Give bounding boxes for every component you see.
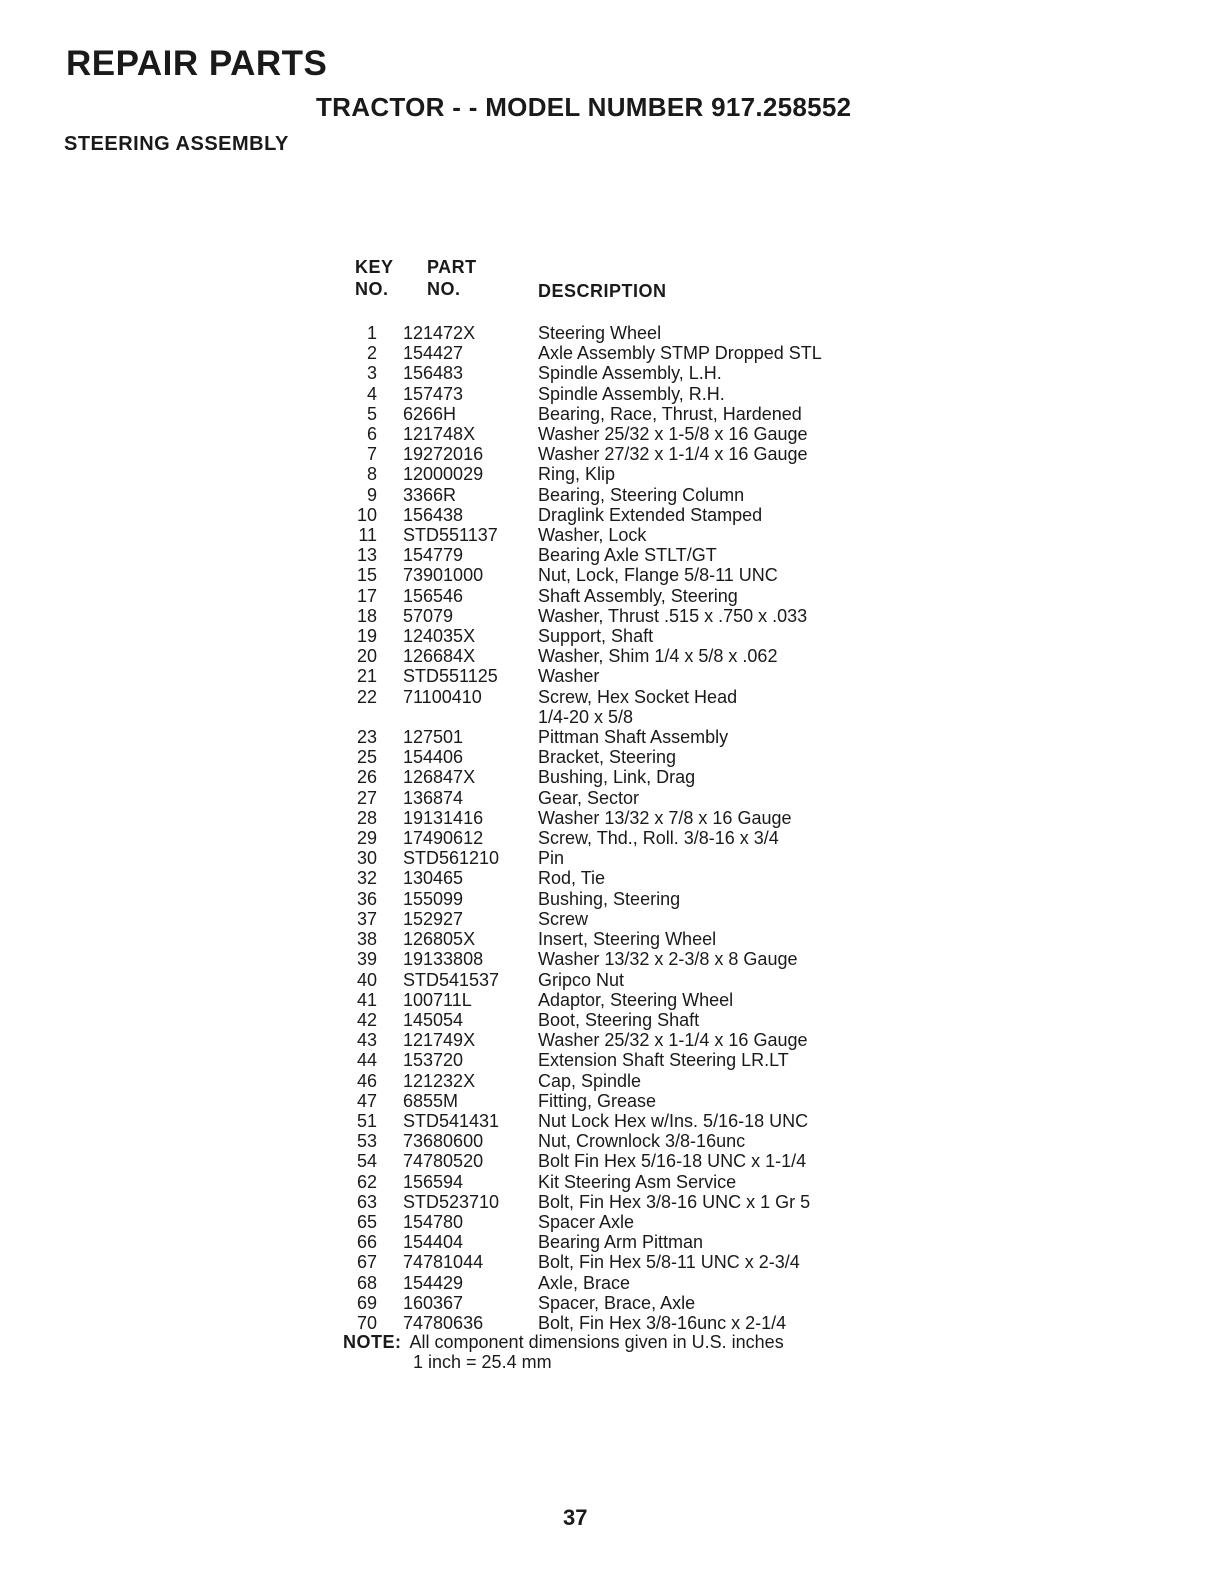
- table-row: [355, 990, 822, 1010]
- part-number: 153720: [403, 1050, 464, 1071]
- part-number: 154429: [403, 1272, 464, 1293]
- table-row: [355, 808, 822, 828]
- key-number: 65: [356, 1211, 377, 1232]
- note-line2: 1 inch = 25.4 mm: [413, 1352, 552, 1372]
- part-number: 156483: [403, 363, 464, 384]
- table-row: [355, 848, 822, 868]
- table-row: [355, 727, 822, 747]
- column-header-part: PART: [427, 257, 477, 277]
- part-description: Spacer Axle: [538, 1211, 635, 1232]
- table-row: [355, 1010, 822, 1030]
- key-number: 2: [366, 343, 377, 364]
- key-number: 70: [356, 1312, 377, 1333]
- table-row: [355, 1111, 822, 1131]
- part-number: 57079: [403, 605, 454, 626]
- part-description: Washer, Thrust .515 x .750 x .033: [538, 605, 808, 626]
- part-number: 157473: [403, 383, 464, 404]
- key-number: 29: [356, 828, 377, 849]
- table-row: [355, 687, 822, 727]
- part-description: Washer, Shim 1/4 x 5/8 x .062: [538, 646, 778, 667]
- part-number: 71100410: [403, 686, 482, 707]
- part-number: 121232X: [403, 1070, 476, 1091]
- table-row: [355, 1071, 822, 1091]
- part-description: Pittman Shaft Assembly: [538, 727, 729, 748]
- part-number: 136874: [403, 787, 464, 808]
- table-row: [355, 1131, 822, 1151]
- key-number: 44: [356, 1050, 377, 1071]
- table-row: [355, 868, 822, 888]
- part-description: Washer, Lock: [538, 525, 647, 546]
- table-row: [355, 747, 822, 767]
- table-row: [355, 949, 822, 969]
- part-description: Bearing, Steering Column: [538, 484, 745, 505]
- table-row: [355, 929, 822, 949]
- part-number: 126684X: [403, 646, 476, 667]
- note-label: NOTE:: [343, 1332, 402, 1352]
- key-number: 37: [356, 908, 377, 929]
- key-number: 53: [356, 1131, 377, 1152]
- table-row: [355, 545, 822, 565]
- part-description: Bearing Axle STLT/GT: [538, 545, 717, 566]
- part-number: 73680600: [403, 1131, 484, 1152]
- part-description: Spindle Assembly, R.H.: [538, 383, 725, 404]
- key-number: 17: [356, 585, 377, 606]
- part-description: Bearing Arm Pittman: [538, 1232, 704, 1253]
- part-number: 19133808: [403, 949, 484, 970]
- table-row: [355, 1192, 822, 1212]
- part-description: Washer 25/32 x 1-1/4 x 16 Gauge: [538, 1030, 808, 1051]
- table-row: [355, 1050, 822, 1070]
- part-description: Bushing, Steering: [538, 888, 681, 909]
- part-number: 3366R: [403, 484, 457, 505]
- part-number: STD523710: [403, 1191, 500, 1212]
- key-number: 51: [356, 1110, 377, 1131]
- part-description: Insert, Steering Wheel: [538, 929, 717, 950]
- part-description: Cap, Spindle: [538, 1070, 642, 1091]
- part-number: 19131416: [403, 807, 484, 828]
- part-number: 154779: [403, 545, 464, 566]
- part-description: Bearing, Race, Thrust, Hardened: [538, 403, 802, 424]
- part-description: Kit Steering Asm Service: [538, 1171, 737, 1192]
- parts-list: [355, 257, 822, 1333]
- part-description: Axle Assembly STMP Dropped STL: [538, 343, 822, 364]
- table-row: [355, 343, 822, 363]
- table-row: [355, 626, 822, 646]
- key-number: 8: [366, 464, 377, 485]
- part-number: 121749X: [403, 1030, 476, 1051]
- section-heading: STEERING ASSEMBLY: [64, 133, 289, 155]
- key-number: 28: [356, 807, 377, 828]
- table-row: [355, 485, 822, 505]
- part-description: Bushing, Link, Drag: [538, 767, 696, 788]
- model-subtitle: TRACTOR - - MODEL NUMBER 917.258552: [316, 92, 852, 122]
- part-number: 152927: [403, 908, 464, 929]
- table-row: [355, 1293, 822, 1313]
- table-row: [355, 505, 822, 525]
- key-number: 20: [356, 646, 377, 667]
- part-description: Nut, Crownlock 3/8-16unc: [538, 1131, 746, 1152]
- key-number: 25: [356, 747, 377, 768]
- part-description: Washer 25/32 x 1-5/8 x 16 Gauge: [538, 424, 808, 445]
- part-number: 6855M: [403, 1090, 459, 1111]
- key-number: 40: [356, 969, 377, 990]
- part-number: 145054: [403, 1009, 464, 1030]
- part-number: 12000029: [403, 464, 484, 485]
- column-header-key-no: NO.: [355, 279, 389, 299]
- part-description: Pin: [538, 848, 565, 869]
- part-description: Support, Shaft: [538, 626, 654, 647]
- parts-list-header: [355, 257, 822, 323]
- key-number: 47: [356, 1090, 377, 1111]
- part-number: 126847X: [403, 767, 476, 788]
- key-number: 3: [366, 363, 377, 384]
- key-number: 42: [356, 1009, 377, 1030]
- table-row: [355, 525, 822, 545]
- key-number: 7: [366, 444, 377, 465]
- table-row: [355, 1252, 822, 1272]
- part-number: 154404: [403, 1232, 464, 1253]
- table-row: [355, 1172, 822, 1192]
- key-number: 46: [356, 1070, 377, 1091]
- part-description: Boot, Steering Shaft: [538, 1009, 700, 1030]
- key-number: 26: [356, 767, 377, 788]
- table-row: [355, 1151, 822, 1171]
- table-row: [355, 363, 822, 383]
- table-row: [355, 666, 822, 686]
- key-number: 13: [356, 545, 377, 566]
- part-number: 74781044: [403, 1252, 484, 1273]
- part-description: Washer: [538, 666, 600, 687]
- table-row: [355, 767, 822, 787]
- table-row: [355, 970, 822, 990]
- part-number: 156546: [403, 585, 464, 606]
- page-title: REPAIR PARTS: [66, 44, 328, 83]
- note: [343, 1332, 784, 1372]
- part-description: Bolt, Fin Hex 3/8-16 UNC x 1 Gr 5: [538, 1191, 811, 1212]
- part-number: STD541431: [403, 1110, 500, 1131]
- table-row: [355, 404, 822, 424]
- part-description: Bolt Fin Hex 5/16-18 UNC x 1-1/4: [538, 1151, 807, 1172]
- part-description: Gripco Nut: [538, 969, 625, 990]
- part-number: 154406: [403, 747, 464, 768]
- table-row: [355, 1273, 822, 1293]
- table-row: [355, 586, 822, 606]
- table-row: [355, 828, 822, 848]
- table-row: [355, 565, 822, 585]
- part-description: Rod, Tie: [538, 868, 606, 889]
- part-description: Screw, Hex Socket Head 1/4-20 x 5/8: [538, 686, 738, 727]
- part-number: 121472X: [403, 323, 476, 343]
- part-number: 156438: [403, 504, 464, 525]
- table-row: [355, 646, 822, 666]
- note-line1: All component dimensions given in U.S. inches: [409, 1332, 784, 1352]
- key-number: 4: [366, 383, 377, 404]
- part-description: Axle, Brace: [538, 1272, 631, 1293]
- part-description: Ring, Klip: [538, 464, 616, 485]
- part-number: STD541537: [403, 969, 500, 990]
- part-description: Nut, Lock, Flange 5/8-11 UNC: [538, 565, 778, 586]
- key-number: 9: [366, 484, 377, 505]
- part-description: Fitting, Grease: [538, 1090, 657, 1111]
- part-number: 17490612: [403, 828, 484, 849]
- part-description: Bolt, Fin Hex 3/8-16unc x 2-1/4: [538, 1312, 787, 1333]
- part-description: Spacer, Brace, Axle: [538, 1292, 696, 1313]
- column-header-part-no: NO.: [427, 279, 461, 299]
- part-number: 126805X: [403, 929, 476, 950]
- page-number: 37: [563, 1505, 588, 1530]
- part-number: 160367: [403, 1292, 464, 1313]
- part-description: Screw: [538, 908, 589, 929]
- key-number: 18: [356, 605, 377, 626]
- key-number: 32: [356, 868, 377, 889]
- parts-list-rows: [355, 323, 822, 1333]
- table-row: [355, 909, 822, 929]
- table-row: [355, 1212, 822, 1232]
- part-number: 73901000: [403, 565, 484, 586]
- part-description: Shaft Assembly, Steering: [538, 585, 738, 606]
- part-number: 124035X: [403, 626, 476, 647]
- part-number: 154427: [403, 343, 464, 364]
- key-number: 23: [356, 727, 377, 748]
- part-number: 121748X: [403, 424, 476, 445]
- part-number: STD561210: [403, 848, 500, 869]
- key-number: 11: [358, 525, 377, 546]
- part-description: Bracket, Steering: [538, 747, 677, 768]
- key-number: 43: [356, 1030, 377, 1051]
- key-number: 68: [356, 1272, 377, 1293]
- part-number: 74780520: [403, 1151, 484, 1172]
- part-description: Adaptor, Steering Wheel: [538, 989, 734, 1010]
- part-number: 130465: [403, 868, 464, 889]
- part-description: Washer 13/32 x 7/8 x 16 Gauge: [538, 807, 792, 828]
- table-row: [355, 444, 822, 464]
- key-number: 39: [356, 949, 377, 970]
- part-description: Steering Wheel: [538, 323, 662, 343]
- key-number: 5: [366, 403, 377, 424]
- key-number: 62: [356, 1171, 377, 1192]
- part-description: Draglink Extended Stamped: [538, 504, 763, 525]
- column-header-key: KEY: [355, 257, 394, 277]
- key-number: 6: [366, 424, 377, 445]
- column-header-description: DESCRIPTION: [538, 281, 667, 301]
- table-row: [355, 606, 822, 626]
- key-number: 1: [366, 323, 377, 343]
- key-number: 38: [356, 929, 377, 950]
- part-description: Washer 27/32 x 1-1/4 x 16 Gauge: [538, 444, 808, 465]
- part-number: 155099: [403, 888, 464, 909]
- key-number: 21: [356, 666, 377, 687]
- key-number: 19: [356, 626, 377, 647]
- table-row: [355, 1232, 822, 1252]
- table-row: [355, 323, 822, 343]
- part-number: 74780636: [403, 1312, 484, 1333]
- key-number: 22: [356, 686, 377, 707]
- table-row: [355, 424, 822, 444]
- key-number: 27: [356, 787, 377, 808]
- key-number: 63: [356, 1191, 377, 1212]
- table-row: [355, 464, 822, 484]
- key-number: 54: [356, 1151, 377, 1172]
- part-number: STD551137: [403, 525, 498, 546]
- key-number: 66: [356, 1232, 377, 1253]
- key-number: 36: [356, 888, 377, 909]
- part-description: Extension Shaft Steering LR.LT: [538, 1050, 789, 1071]
- key-number: 30: [356, 848, 377, 869]
- part-number: 6266H: [403, 403, 457, 424]
- key-number: 41: [356, 989, 377, 1010]
- part-description: Screw, Thd., Roll. 3/8-16 x 3/4: [538, 828, 779, 849]
- table-row: [355, 889, 822, 909]
- part-description: Bolt, Fin Hex 5/8-11 UNC x 2-3/4: [538, 1252, 800, 1273]
- table-row: [355, 1091, 822, 1111]
- part-number: 127501: [403, 727, 464, 748]
- table-row: [355, 788, 822, 808]
- table-row: [355, 384, 822, 404]
- key-number: 10: [356, 504, 377, 525]
- part-description: Spindle Assembly, L.H.: [538, 363, 722, 384]
- key-number: 15: [356, 565, 377, 586]
- part-description: Gear, Sector: [538, 787, 640, 808]
- key-number: 69: [356, 1292, 377, 1313]
- part-description: Nut Lock Hex w/Ins. 5/16-18 UNC: [538, 1110, 809, 1131]
- part-number: 154780: [403, 1211, 464, 1232]
- part-number: 156594: [403, 1171, 464, 1192]
- table-row: [355, 1030, 822, 1050]
- part-description: Washer 13/32 x 2-3/8 x 8 Gauge: [538, 949, 798, 970]
- part-number: STD551125: [403, 666, 498, 687]
- part-number: 19272016: [403, 444, 484, 465]
- part-number: 100711L: [403, 989, 472, 1010]
- table-row: [355, 1313, 822, 1333]
- key-number: 67: [356, 1252, 377, 1273]
